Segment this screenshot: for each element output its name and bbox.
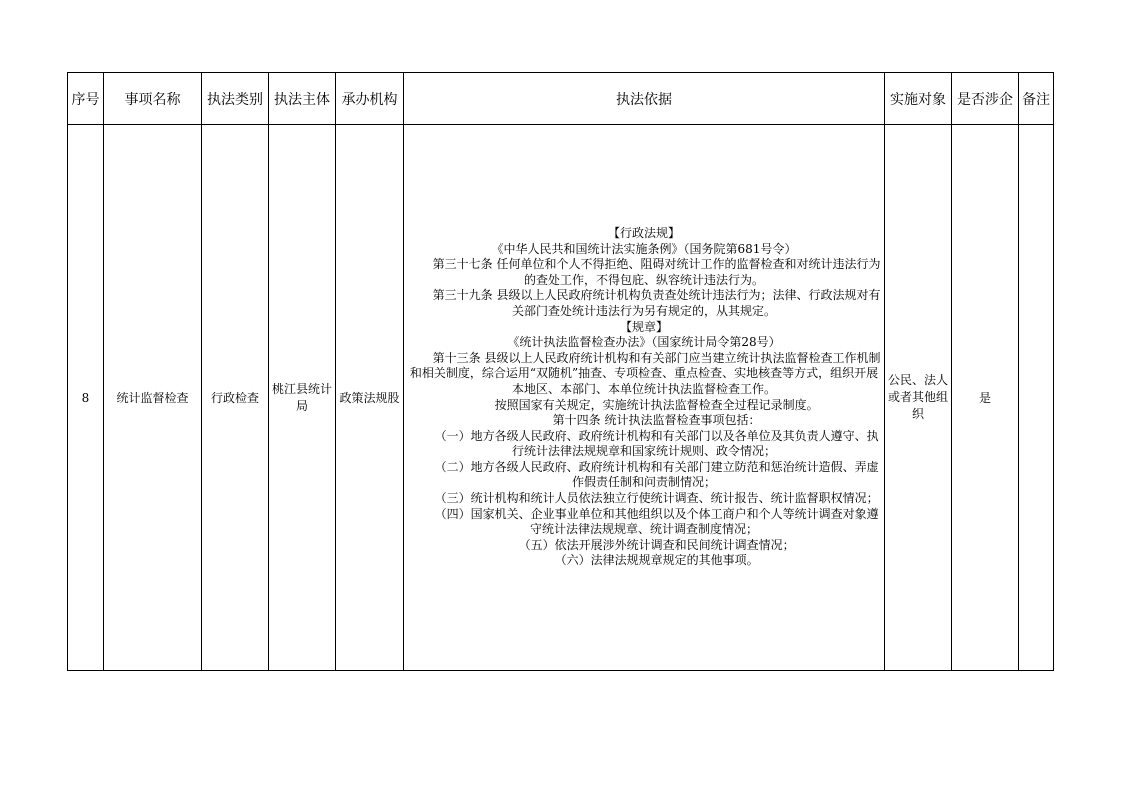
basis-article-13: 第十三条 县级以上人民政府统计机构和有关部门应当建立统计执法监督检查工作机制和相关制度，综合运用“双随机”抽查、专项检查、重点检查、实地核查等方式，组织开展本地区、本部门、本单位统计执法监督检查工作。 [409, 350, 881, 396]
enforcement-table [67, 72, 1054, 671]
header-subject: 执法主体 [269, 73, 336, 125]
basis-article-39: 第三十九条 县级以上人民政府统计机构负责查处统计违法行为；法律、行政法规对有关部门查处统计违法行为另有规定的，从其规定。 [432, 288, 881, 318]
basis-regulation-title: 《中华人民共和国统计法实施条例》（国务院第681号令） [491, 241, 797, 256]
basis-item-3: （三）统计机构和统计人员依法独立行使统计调查、统计报告、统计监督职权情况； [434, 491, 879, 506]
basis-article-13-record: 按照国家有关规定，实施统计执法监督检查全过程记录制度。 [494, 397, 819, 412]
cell-remarks [1019, 125, 1054, 671]
cell-office: 政策法规股 [336, 125, 404, 671]
cell-basis [404, 125, 885, 671]
basis-item-4: （四）国家机关、企业事业单位和其他组织以及个体工商户和个人等统计调查对象遵守统计法律法规规章、统计调查制度情况； [434, 506, 879, 537]
header-target: 实施对象 [885, 73, 952, 125]
basis-item-1: （一）地方各级人民政府、政府统计机构和有关部门以及各单位及其负责人遵守、执行统计法律法规规章和国家统计规则、政令情况； [434, 428, 879, 459]
basis-heading-rules: 【规章】 [619, 319, 668, 334]
header-seq: 序号 [68, 73, 104, 125]
header-row [68, 73, 1054, 125]
table-row [68, 125, 1054, 671]
cell-seq: 8 [68, 125, 104, 671]
basis-item-5: （五）依法开展涉外统计调查和民间统计调查情况； [518, 537, 795, 552]
basis-article-14: 第十四条 统计执法监督检查事项包括： [552, 413, 761, 428]
basis-item-6: （六）法律法规规章规定的其他事项。 [554, 553, 759, 568]
header-involves-enterprise: 是否涉企 [952, 73, 1019, 125]
cell-subject: 桃江县统计局 [269, 125, 336, 671]
header-remarks: 备注 [1019, 73, 1054, 125]
cell-involves-enterprise: 是 [952, 125, 1019, 671]
cell-item-name: 统计监督检查 [104, 125, 202, 671]
cell-category: 行政检查 [202, 125, 269, 671]
header-category: 执法类别 [202, 73, 269, 125]
basis-heading-admin-regulations: 【行政法规】 [607, 225, 680, 240]
basis-article-37: 第三十七条 任何单位和个人不得拒绝、阻碍对统计工作的监督检查和对统计违法行为的查处工作，不得包庇、纵容统计违法行为。 [432, 257, 881, 287]
header-basis: 执法依据 [404, 73, 885, 125]
basis-item-2: （二）地方各级人民政府、政府统计机构和有关部门建立防范和惩治统计造假、弄虚作假责任制和问责制情况； [434, 459, 879, 490]
cell-target: 公民、法人或者其他组织 [885, 125, 952, 671]
header-office: 承办机构 [336, 73, 404, 125]
header-item-name: 事项名称 [104, 73, 202, 125]
basis-rule-title: 《统计执法监督检查办法》（国家统计局令第28号） [507, 335, 781, 350]
